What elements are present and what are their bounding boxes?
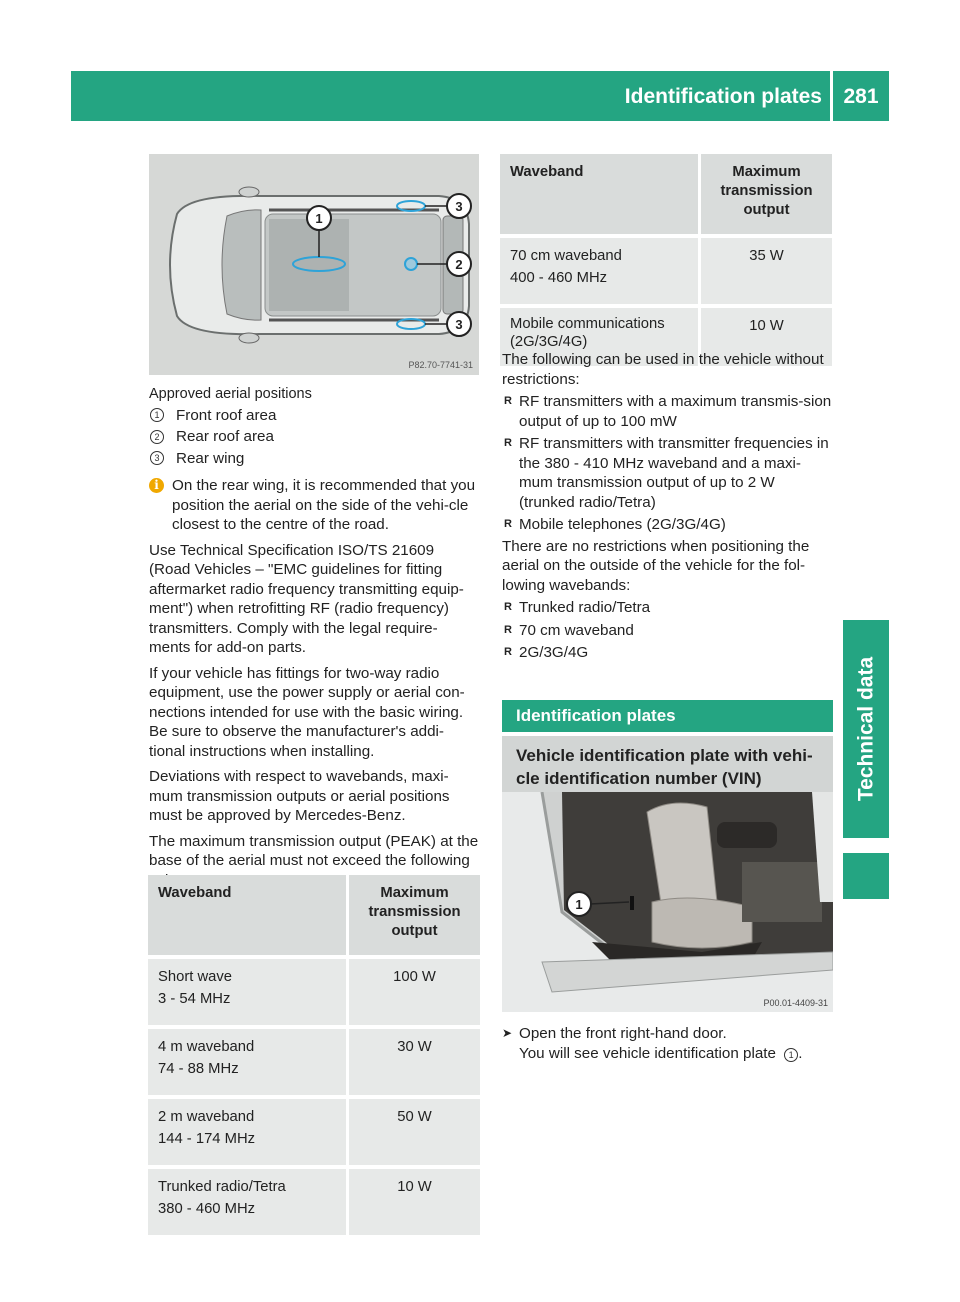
output-value: 10 W xyxy=(700,306,833,366)
waveband-range: 144 - 174 MHz xyxy=(158,1131,256,1147)
output-value: 10 W xyxy=(348,1167,481,1235)
list-item: R RF transmitters with a maximum transmis-sion output of up to 100 mW xyxy=(502,392,834,431)
waveband-range: 380 - 460 MHz xyxy=(158,1201,256,1217)
car-interior-illustration xyxy=(502,792,833,1012)
callout-1-label: 1 xyxy=(315,211,323,226)
waveband-range: 74 - 88 MHz xyxy=(158,1061,239,1077)
legend-item xyxy=(149,405,479,427)
waveband-name: 70 cm waveband xyxy=(510,248,622,264)
paragraph: There are no restrictions when positioning the aerial on the outside of the vehicle for the fol-lowing wavebands: xyxy=(502,537,810,594)
waveband-range: 400 - 460 MHz xyxy=(510,270,608,286)
table-row xyxy=(148,1027,480,1097)
figure-code: P00.01-4409-31 xyxy=(763,998,828,1008)
callout-2-label: 2 xyxy=(455,257,463,272)
table-row xyxy=(148,1167,480,1235)
right-column xyxy=(502,350,834,663)
legend-number: 3 xyxy=(150,451,164,465)
section-heading: Identification plates xyxy=(502,700,833,732)
callout-3-top xyxy=(447,194,471,218)
table-header-output: Maximum transmission output xyxy=(700,154,833,236)
paragraph: Use Technical Specification ISO/TS 21609 (Road Vehicles – "EMC guidelines for fitting aftermarket radio frequency transmitting equip-ment") when retrofitting RF (radio frequency) transmitters. Comply with the legal require-ments for add-on parts. xyxy=(149,541,464,656)
step-action: ➤ Open the front right-hand door. xyxy=(502,1024,834,1044)
step-ref-number: 1 xyxy=(784,1048,798,1062)
callout-1 xyxy=(567,892,591,916)
left-column xyxy=(149,385,479,890)
callout-1-label: 1 xyxy=(575,897,583,912)
output-value: 30 W xyxy=(348,1027,481,1097)
list-item: R Mobile telephones (2G/3G/4G) xyxy=(502,515,834,535)
legend-item xyxy=(149,426,479,448)
output-value: 50 W xyxy=(348,1097,481,1167)
table-row xyxy=(148,1097,480,1167)
list-item: R RF transmitters with transmitter frequencies in the 380 - 410 MHz waveband and a maxi-mum transmission output of up to 2 W (trunked radio/Tetra) xyxy=(502,434,834,512)
waveband-name: Short wave xyxy=(158,969,233,985)
table-row xyxy=(500,236,832,306)
callout-2 xyxy=(447,252,471,276)
aerial-positions-figure xyxy=(149,154,479,375)
waveband-name: Mobile communications (2G/3G/4G) xyxy=(510,316,665,350)
legend-text: Rear roof area xyxy=(176,428,274,445)
figure-code: P82.70-7741-31 xyxy=(408,360,473,370)
list-item: R 2G/3G/4G xyxy=(502,643,834,663)
output-value: 100 W xyxy=(348,957,481,1027)
waveband-range: 3 - 54 MHz xyxy=(158,991,231,1007)
waveband-name: 2 m waveband xyxy=(158,1109,255,1125)
table-header-output: Maximum transmission output xyxy=(348,875,481,957)
callout-3-bottom xyxy=(447,312,471,336)
legend-item xyxy=(149,448,479,470)
paragraph: The maximum transmission output (PEAK) at the base of the aerial must not exceed the following xyxy=(149,832,479,869)
car-top-view-illustration xyxy=(149,154,479,375)
figure-caption-title: Approved aerial positions xyxy=(149,386,312,402)
legend-number: 2 xyxy=(150,430,164,444)
legend-text: Front roof area xyxy=(176,406,277,424)
waveband-name: 4 m waveband xyxy=(158,1039,255,1055)
page-title: Identification plates xyxy=(624,85,822,108)
chapter-tab-label: Technical data xyxy=(854,656,878,802)
callout-3-bottom-label: 3 xyxy=(455,317,463,332)
vin-plate-figure xyxy=(502,792,833,1012)
page-number: 281 xyxy=(843,85,879,108)
subsection-heading: Vehicle identification plate with vehi-cle identification number (VIN) xyxy=(502,736,833,798)
output-table-left xyxy=(148,875,480,1235)
table-row xyxy=(148,957,480,1027)
paragraph: The following can be used in the vehicle without restrictions: xyxy=(502,351,824,388)
callout-1 xyxy=(307,206,331,230)
info-note-text: On the rear wing, it is recommended that you position the aerial on the side of the vehi-cle closest to the centre of the road. xyxy=(172,477,476,533)
step-end: . xyxy=(798,1044,803,1062)
step-result xyxy=(502,1044,834,1064)
table-header-waveband: Waveband xyxy=(148,875,348,957)
paragraph: Deviations with respect to wavebands, maxi-mum transmission outputs or aerial positions must be approved by Mercedes-Benz. xyxy=(149,768,450,824)
output-value: 35 W xyxy=(700,236,833,306)
list-item: R Trunked radio/Tetra xyxy=(502,598,834,618)
legend-number: 1 xyxy=(150,408,164,422)
callout-3-top-label: 3 xyxy=(455,199,463,214)
legend-text: Rear wing xyxy=(176,449,245,467)
waveband-name: Trunked radio/Tetra xyxy=(158,1179,286,1195)
info-note xyxy=(149,476,479,535)
step-result-text: You will see vehicle identification plate xyxy=(519,1044,776,1062)
table-header-waveband: Waveband xyxy=(500,154,700,236)
chapter-tab-marker xyxy=(843,853,889,899)
list-item: R 70 cm waveband xyxy=(502,621,834,641)
instruction-step xyxy=(502,1024,834,1063)
output-table-right xyxy=(500,154,832,366)
info-icon: i xyxy=(149,478,164,493)
paragraph: If your vehicle has fittings for two-way radio equipment, use the power supply or aerial con-nections intended for use with the basic wiring. Be sure to observe the manufacturer's addi-tional instructions when installing. xyxy=(149,664,465,760)
